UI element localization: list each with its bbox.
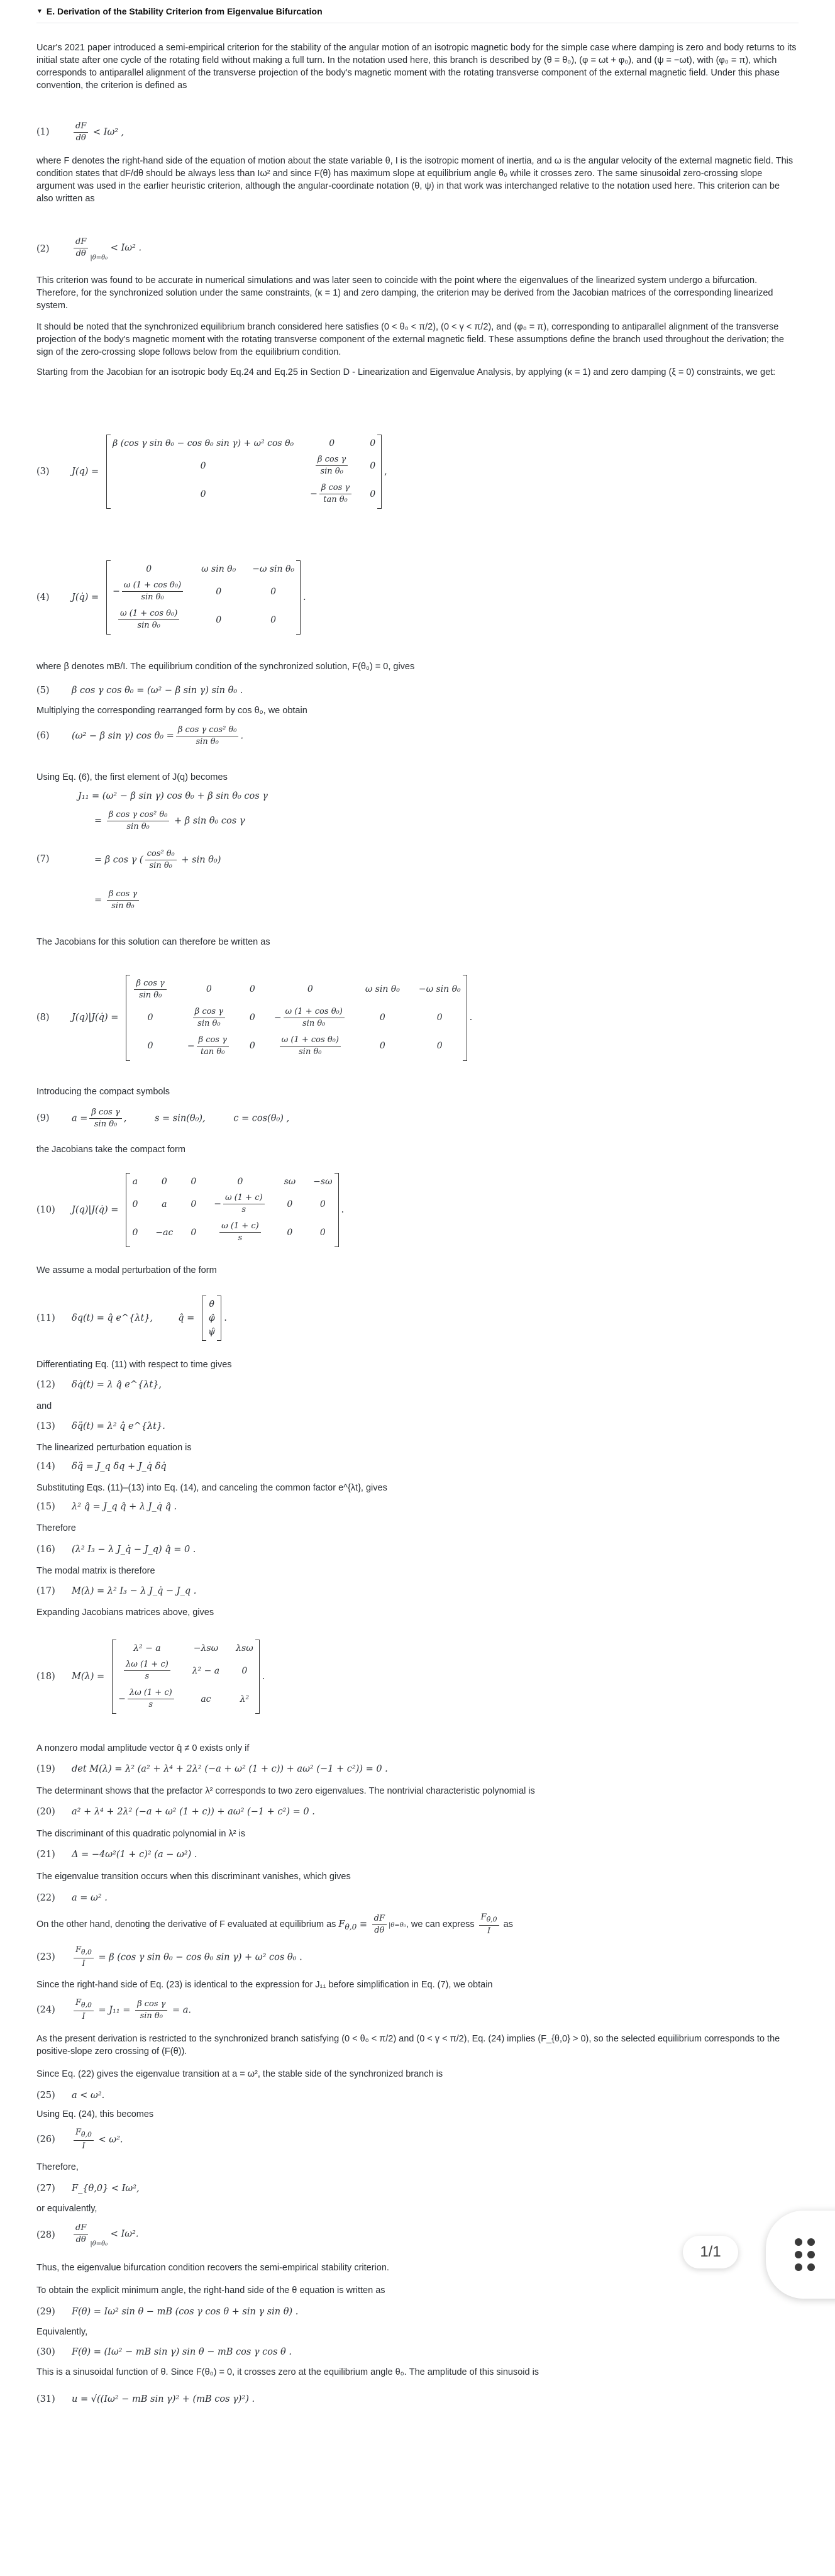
paragraph-intro: Ucar's 2021 paper introduced a semi-empirical criterion for the stability of the angular motion of an isotropic magnetic body for the simple case where damping is zero and body returns to its initial state after one cycle of the rotating field without making a full turn. In the notation used here, this branch is described by (θ = θ₀), (φ = ωt + φ₀), and (ψ = −ωt), with (φ₀ = π), which corresponds to antiparallel alignment of the transverse projection of the body's magnetic moment with the rotating transverse component of the external magnetic field. Under this phase convention, the criterion is defined as (36, 43, 797, 91)
paragraph-transition: The eigenvalue transition occurs when this discriminant vanishes, which gives (36, 1872, 351, 1882)
paragraph-branch: It should be noted that the synchronized equilibrium branch considered here satisfies (0 < θ₀ < π/2), (0 < γ < π/2), and (φ₀ = π), corresponding to antiparallel alignment of the transverse projection of the body's magnetic moment with the rotating transverse component of the external magnetic field. These assumptions define the branch used throughout the derivation; the sign of the zero-crossing slope follows below from the equilibrium condition. (36, 322, 784, 357)
equation-27: (27) F_{θ,0} < Iω², (36, 2184, 140, 2194)
paragraph-restricted: As the present derivation is restricted to the synchronized branch satisfying (0 < θ₀ < π/2) and (0 < γ < π/2), Eq. (24) implies (F_{θ,0} > 0), so the selected equilibrium corresponds to the positive-slope zero crossing of (F(θ)). (36, 2034, 780, 2057)
paragraph-discriminant: The discriminant of this quadratic polynomial in λ² is (36, 1829, 246, 1839)
equation-18: (18) M(λ) = λ² − a −λsω λsω $\frac{\lambda\omega (1 + c)}{s}$ λ² − a 0 − $\frac{\lambda\omega (1 + c)}{s}$ ac λ² . (36, 1624, 265, 1729)
equation-7: (7) J₁₁ = (ω² − β sin γ) cos θ₀ + β sin θ₀ cos γ = $\frac{\text{β cos γ cos² θ₀}}{\text{sin θ₀}}$ + β sin θ₀ cos γ = β cos γ ( $\frac{\text{cos² θ₀}}{\text{sin θ₀}}$ + sin θ₀) = $\frac{\text{β cos γ}}{\text{sin θ₀}}$ (36, 791, 268, 911)
equation-28: (28) $\frac{dF}{d\theta}$ $_{|\theta=\theta_0}$ < Iω². (36, 2223, 139, 2248)
equation-16: (16) (λ² I₃ − λ J_q̇ − J_q) q̂ = 0 . (36, 1545, 196, 1555)
paragraph-stable-side: Since Eq. (22) gives the eigenvalue transition at a = ω², the stable side of the synchronized branch is (36, 2069, 443, 2079)
paragraph-criterion: where F denotes the right-hand side of the equation of motion about the state variable θ, I is the isotropic moment of inertia, and ω is the angular velocity of the external magnetic field. This condition states that dF/dθ should be always less than Iω² and since F(θ) has maximum slope at equilibrium angle θ₀ while it crosses zero. The same sinusoidal zero-crossing slope argument was used in the earlier heuristic criterion, although the angular-coordinate notation (θ, ψ) in that work was interchanged relative to the notation used here. This criterion can be also written as (36, 156, 794, 204)
floating-menu-button[interactable] (766, 2211, 835, 2299)
paragraph-differentiate: Differentiating Eq. (11) with respect to time gives (36, 1360, 232, 1370)
equation-1-rhs: < Iω² , (92, 127, 124, 137)
equation-20: (20) a² + λ⁴ + 2λ² (−a + ω² (1 + c)) + aω² (−1 + c²) = 0 . (36, 1807, 315, 1817)
jacobian-q-matrix: β (cos γ sin θ₀ − cos θ₀ sin γ) + ω² cos θ₀ 0 0 0 $\frac{\text{β cos γ}}{\text{sin θ₀}}$ 0 0 − $\frac{\text{β cos γ}}{\text{tan θ₀}}$ 0 (106, 435, 382, 509)
grid-dots-icon (795, 2238, 815, 2271)
equation-19: (19) det M(λ) = λ² (a² + λ⁴ + 2λ² (−a + ω² (1 + c)) + aω² (−1 + c²)) = 0 . (36, 1764, 388, 1774)
paragraph-beta: where β denotes mB/I. The equilibrium condition of the synchronized solution, F(θ₀) = 0, gives (36, 662, 415, 672)
paragraph-linearized: The linearized perturbation equation is (36, 1443, 192, 1453)
paragraph-substitute: Substituting Eqs. (11)–(13) into Eq. (14), and canceling the common factor e^{λt}, gives (36, 1483, 387, 1493)
paragraph-equivalently-1: or equivalently, (36, 2204, 97, 2214)
section-header[interactable] (36, 0, 799, 23)
paragraph-recovers: Thus, the eigenvalue bifurcation condition recovers the semi-empirical stability criterion. (36, 2263, 389, 2273)
equation-25: (25) a < ω². (36, 2090, 105, 2101)
equation-13: (13) δq̈(t) = λ² q̂ e^{λt}. (36, 1421, 165, 1431)
paragraph-modal: We assume a modal perturbation of the form (36, 1265, 217, 1275)
equation-15: (15) λ² q̂ = J_q q̂ + λ J_q̇ q̂ . (36, 1502, 177, 1512)
equation-9: (9) a = $\frac{\text{β cos γ}}{\text{sin θ₀}}$ , s = sin(θ₀), c = cos(θ₀) , (36, 1107, 290, 1129)
equation-3: (3) J(q) = β (cos γ sin θ₀ − cos θ₀ sin γ) + ω² cos θ₀ 0 0 0 $\frac{\text{β cos γ}}{\text{sin θ₀}}$ 0 0 − $\frac{\text{β cos γ}}{\text{tan θ₀}}$ 0 , (36, 423, 387, 521)
equation-6: (6) (ω² − β sin γ) cos θ₀ = $\frac{\text{β cos γ cos² θ₀}}{\text{sin θ₀}}$ . (36, 724, 244, 747)
paragraph-multiply: Multiplying the corresponding rearranged form by cos θ₀, we obtain (36, 706, 307, 716)
equation-26: (26) $\frac{F_{\theta,0}}{I}$ < ω². (36, 2127, 123, 2151)
equation-31: (31) u = √((Iω² − mB sin γ)² + (mB cos γ)²) . (36, 2394, 255, 2404)
paragraph-equivalently-2: Equivalently, (36, 2327, 88, 2337)
paragraph-determinant: The determinant shows that the prefactor λ² corresponds to two zero eigenvalues. The nontrivial characteristic polynomial is (36, 1786, 535, 1796)
paragraph-numerical: This criterion was found to be accurate in numerical simulations and was later seen to coincide with the point where the eigenvalues of the linearized system undergo a bifurcation. Therefore, for the synchronized solution under the same constraints, (κ = 1) and zero damping, the criterion may be derived from the Jacobian matrices of the corresponding linearized system. (36, 275, 773, 311)
triangle-down-icon[interactable]: ▼ (36, 8, 43, 15)
equation-5: (5) β cos γ cos θ₀ = (ω² − β sin γ) sin θ₀ . (36, 686, 243, 696)
equation-12: (12) δq̇(t) = λ q̂ e^{λt}, (36, 1380, 162, 1390)
paragraph-expanding: Expanding Jacobians matrices above, gives (36, 1607, 214, 1618)
equation-2: (2) $\frac{dF}{d\theta}$ $_{|\theta=\theta_0}$ < Iω² . (36, 236, 142, 262)
equation-22: (22) a = ω² . (36, 1893, 108, 1903)
paragraph-jacobian-start: Starting from the Jacobian for an isotropic body Eq.24 and Eq.25 in Section D - Linearization and Eigenvalue Analysis, by applying (κ = 1) and zero damping (ξ = 0) constraints, we get: (36, 367, 776, 377)
paragraph-using-24: Using Eq. (24), this becomes (36, 2109, 154, 2119)
modal-vector: θ̂ φ̂ ψ̂ (202, 1296, 221, 1341)
paragraph-explicit: To obtain the explicit minimum angle, the right-hand side of the θ equation is written as (36, 2285, 385, 2296)
equation-23: (23) $\frac{F_{\theta,0}}{I}$ = β (cos γ sin θ₀ − cos θ₀ sin γ) + ω² cos θ₀ . (36, 1945, 302, 1969)
paragraph-and: and (36, 1401, 52, 1411)
paragraph-first-element: Using Eq. (6), the first element of J(q) becomes (36, 772, 228, 782)
jacobian-combined-matrix: $\frac{\text{β cos γ}}{\text{sin θ₀}}$ 0 0 0 ω sin θ₀ −ω sin θ₀ 0 $\frac{\text{β cos γ}}{\text{sin θ₀}}$ 0 − $\frac{\text{ω (1 + cos θ₀)}}{\text{sin θ₀}}$ 0 0 0 − $\frac{\text{β cos γ}}{\text{tan θ₀}}$ 0 $\frac{\text{ω (1 + cos θ₀)}}{\text{sin θ₀}}$ 0 0 (126, 975, 467, 1061)
equation-29: (29) F(θ) = Iω² sin θ − mB (cos γ cos θ + sin γ sin θ) . (36, 2307, 299, 2317)
equation-30: (30) F(θ) = (Iω² − mB sin γ) sin θ − mB cos γ cos θ . (36, 2347, 292, 2357)
page-indicator[interactable]: 1/1 (683, 2236, 738, 2268)
modal-matrix: λ² − a −λsω λsω $\frac{\lambda\omega (1 + c)}{s}$ λ² − a 0 − $\frac{\lambda\omega (1 + c)}{s}$ ac λ² (112, 1640, 260, 1714)
equation-21: (21) Δ = −4ω²(1 + c)² (a − ω²) . (36, 1850, 197, 1860)
equation-4: (4) J(q̇) = 0 ω sin θ₀ −ω sin θ₀ − $\frac{\text{ω (1 + cos θ₀)}}{\text{sin θ₀}}$ 0 0 $\frac{\text{ω (1 + cos θ₀)}}{\text{sin θ₀}}$ 0 0 . (36, 547, 306, 648)
paragraph-therefore-2: Therefore, (36, 2162, 79, 2172)
paragraph-modal-matrix: The modal matrix is therefore (36, 1566, 155, 1576)
equation-2-rhs: < Iω² . (110, 243, 142, 253)
equation-11: (11) δq(t) = q̂ e^{λt}, q̂ = θ̂ φ̂ ψ̂ . (36, 1285, 227, 1351)
jacobian-compact-matrix: a 0 0 0 sω −sω 0 a 0 − $\frac{\omega (1 + c)}{s}$ 0 0 0 −ac 0 $\frac{\omega (1 + c)}{s}$ 0 0 (126, 1173, 338, 1247)
equation-8: (8) J(q)|J(q̇) = $\frac{\text{β cos γ}}{\text{sin θ₀}}$ 0 0 0 ω sin θ₀ −ω sin θ₀ 0 $\frac{\text{β cos γ}}{\text{sin θ₀}}$ 0 − $\frac{\text{ω (1 + cos θ₀)}}{\text{sin θ₀}}$ 0 0 0 − $\frac{\text{β cos γ}}{\text{tan θ₀}}$ 0 $\frac{\text{ω (1 + cos θ₀)}}{\text{sin θ₀}}$ 0 0 . (36, 965, 472, 1070)
paragraph-therefore-1: Therefore (36, 1523, 76, 1533)
paragraph-sinusoidal: This is a sinusoidal function of θ. Since F(θ₀) = 0, it crosses zero at the equilibrium angle θ₀. The amplitude of this sinusoid is (36, 2367, 539, 2377)
equation-24: (24) $\frac{F_{\theta,0}}{I}$ = J₁₁ = $\frac{\text{β cos γ}}{\text{sin θ₀}}$ = a. (36, 1997, 192, 2022)
section-title: E. Derivation of the Stability Criterion from Eigenvalue Bifurcation (46, 6, 323, 16)
equation-17: (17) M(λ) = λ² I₃ − λ J_q̇ − J_q . (36, 1586, 197, 1596)
paragraph-derivative-denote: On the other hand, denoting the derivative of F evaluated at equilibrium as $F_{\theta,0}$ ≡ $\frac{dF}{d\theta}$ |θ=θ₀, we can express $\frac{F_{\theta,0}}{I}$ as (36, 1912, 513, 1936)
equation-14: (14) δq̈ = J_q δq + J_q̇ δq̇ (36, 1462, 167, 1472)
paragraph-identical: Since the right-hand side of Eq. (23) is identical to the expression for J₁₁ before simplification in Eq. (7), we obtain (36, 1980, 493, 1990)
equation-10: (10) J(q)|J(q̇) = a 0 0 0 sω −sω 0 a 0 − $\frac{\omega (1 + c)}{s}$ 0 0 0 −ac 0 $\frac{\omega (1 + c)}{s}$ 0 0 . (36, 1166, 344, 1254)
paragraph-jacobians-written: The Jacobians for this solution can therefore be written as (36, 937, 270, 947)
paragraph-nonzero: A nonzero modal amplitude vector q̂ ≠ 0 exists only if (36, 1743, 250, 1753)
paragraph-compact-form: the Jacobians take the compact form (36, 1145, 185, 1155)
jacobian-qdot-matrix: 0 ω sin θ₀ −ω sin θ₀ − $\frac{\text{ω (1 + cos θ₀)}}{\text{sin θ₀}}$ 0 0 $\frac{\text{ω (1 + cos θ₀)}}{\text{sin θ₀}}$ 0 0 (106, 560, 301, 635)
equation-1: (1) $\frac{dF}{d\theta}$ < Iω² , (36, 121, 124, 143)
paragraph-compact-symbols: Introducing the compact symbols (36, 1087, 170, 1097)
